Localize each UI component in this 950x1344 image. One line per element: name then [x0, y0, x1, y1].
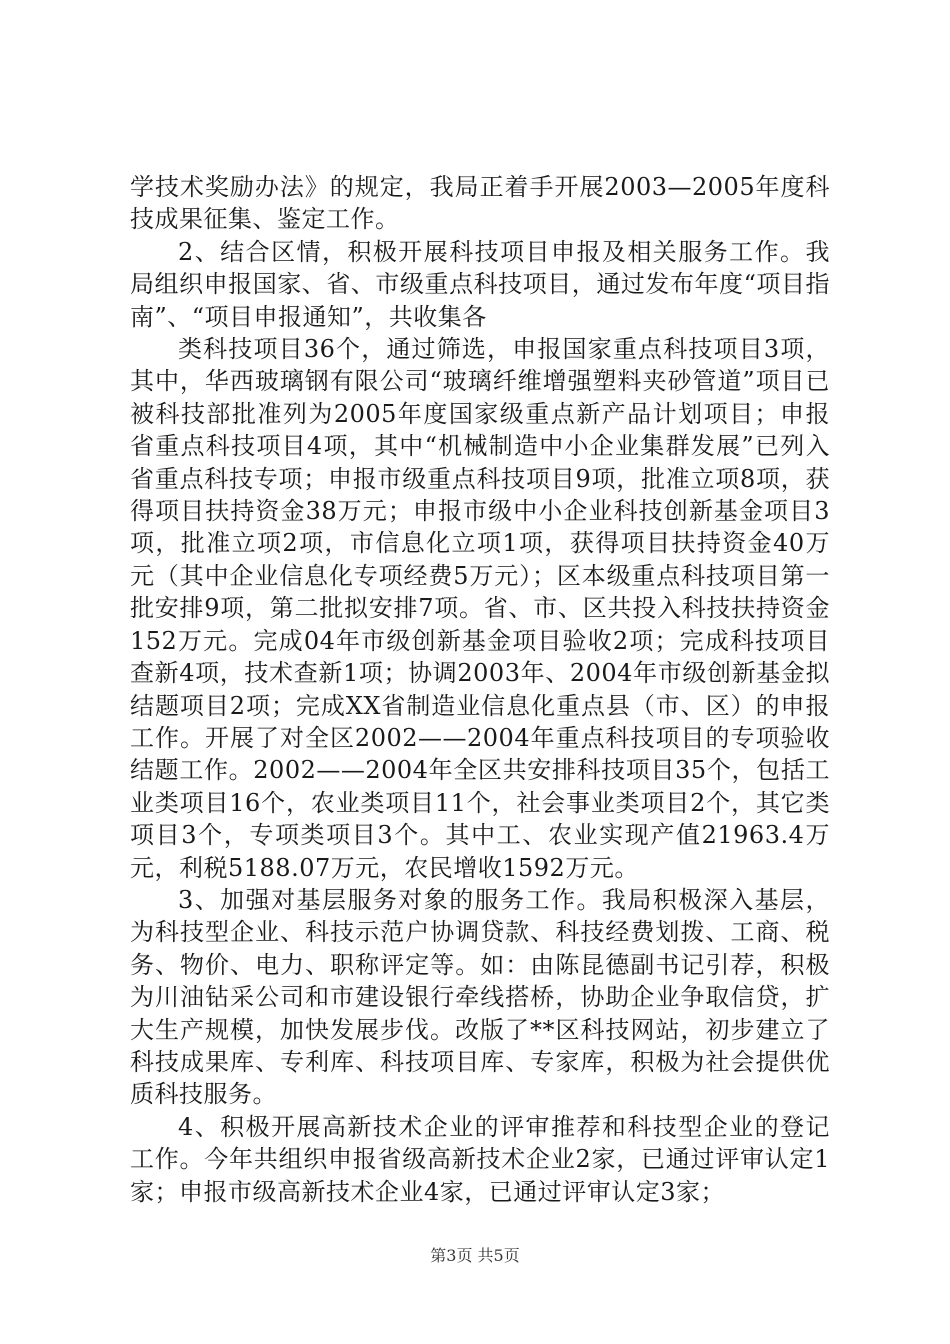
paragraph-award-rules: 学技术奖励办法》的规定，我局正着手开展2003—2005年度科技成果征集、鉴定工作。 [130, 173, 830, 234]
paragraph-grassroots-service: 3、加强对基层服务对象的服务工作。我局积极深入基层，为科技型企业、科技示范户协调贷款、科技经费划拨、工商、税务、物价、电力、职称评定等。如：由陈昆德副书记引荐，积极为川油钻采公司和市建设银行牵线搭桥，协助企业争取信贷，扩大生产规模，加快发展步伐。改版了**区科技网站，初步建立了科技成果库、专利库、科技项目库、专家库，积极为社会提供优质科技服务。 [130, 885, 830, 1109]
document-body [130, 171, 830, 1208]
paragraph-high-tech-enterprise: 4、积极开展高新技术企业的评审推荐和科技型企业的登记工作。今年共组织申报省级高新技术企业2家，已通过评审认定1家；申报市级高新技术企业4家，已通过评审认定3家； [130, 1112, 830, 1206]
paragraph-project-statistics: 类科技项目36个，通过筛选，申报国家重点科技项目3项，其中，华西玻璃钢有限公司“玻璃纤维增强塑料夹砂管道”项目已被科技部批准列为2005年度国家级重点新产品计划项目；申报省重点科技项目4项，其中“机械制造中小企业集群发展”已列入省重点科技专项；申报市级重点科技项目9项，批准立项8项，获得项目扶持资金38万元；申报市级中小企业科技创新基金项目3项，批准立项2项，市信息化立项1项，获得项目扶持资金40万元（其中企业信息化专项经费5万元）；区本级重点科技项目第一批安排9项，第二批拟安排7项。省、市、区共投入科技扶持资金152万元。完成04年市级创新基金项目验收2项；完成科技项目查新4项，技术查新1项；协调2003年、2004年市级创新基金拟结题项目2项；完成XX省制造业信息化重点县（市、区）的申报工作。开展了对全区2002——2004年重点科技项目的专项验收结题工作。2002——2004年全区共安排科技项目35个，包括工业类项目16个，农业类项目11个，社会事业类项目2个，其它类项目3个，专项类项目3个。其中工、农业实现产值21963.4万元，利税5188.07万元，农民增收1592万元。 [130, 335, 830, 882]
page-number-footer: 第3页 共5页 [430, 1246, 520, 1265]
paragraph-project-application: 2、结合区情，积极开展科技项目申报及相关服务工作。我局组织申报国家、省、市级重点科技项目，通过发布年度“项目指南”、“项目申报通知”，共收集各 [130, 237, 830, 331]
